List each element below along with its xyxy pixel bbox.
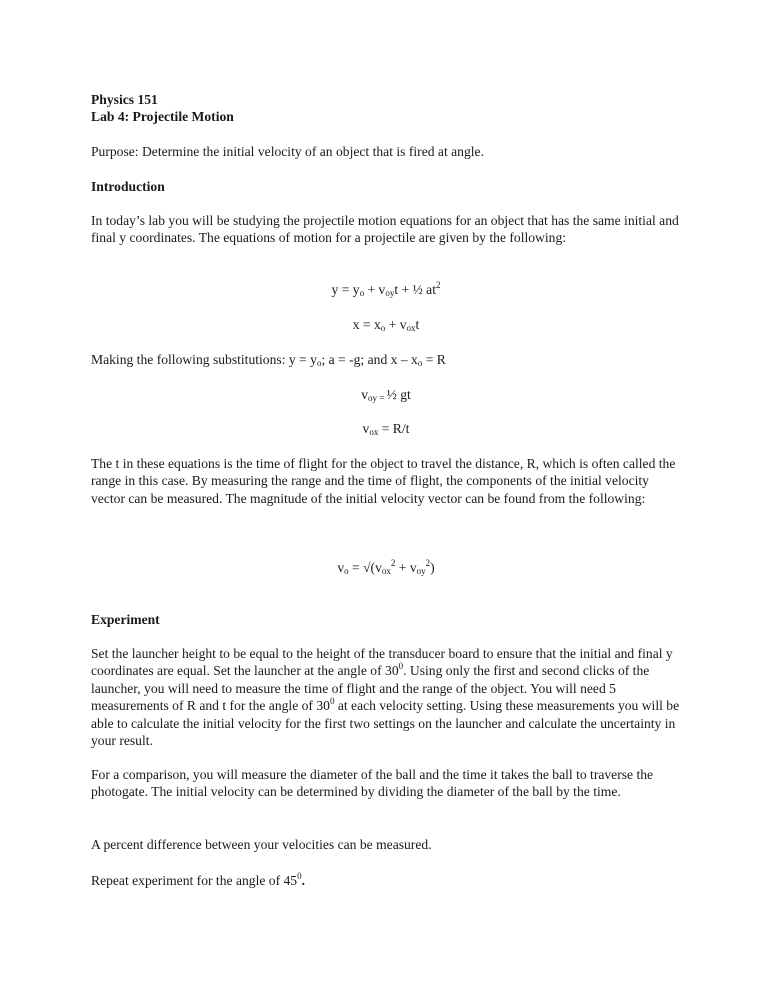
introduction-heading: Introduction (91, 179, 165, 194)
course-title: Physics 151 (91, 92, 158, 107)
equation-vo: $v_o = √(v_{ox}^2 + v_{oy}^2)$ (337, 558, 435, 576)
substitutions-text: Making the following substitutions: $y = y_o$; a = -g; and $x - x_o = R$ (91, 352, 446, 368)
experiment-paragraph-2: For a comparison, you will measure the diameter of the ball and the time it takes the ball to traverse the photogate. The initial velocity can be determined by dividing the diameter of the ball by the time. (91, 767, 654, 800)
equation-voy: $v_{oy =}$ ½ gt (361, 387, 411, 403)
experiment-paragraph-3: A percent difference between your velocities can be measured. (91, 837, 432, 852)
introduction-paragraph-2: The t in these equations is the time of flight for the object to travel the distance, R, which is often called the range in this case. By measuring the range and the time of flight, the components of the initial velocity vector can be measured. The magnitude of the initial velocity vector can be found from the following: (91, 456, 676, 506)
equation-y: $y = y_o + v_{oy}t$ + ½ $at^2$ (331, 280, 441, 298)
introduction-paragraph: In today’s lab you will be studying the projectile motion equations for an object that has the same initial and final y coordinates. The equations of motion for a projectile are given by the following: (91, 213, 679, 246)
experiment-paragraph-4: Repeat experiment for the angle of $45^0$. (91, 871, 305, 888)
lab-title: Lab 4: Projectile Motion (91, 109, 234, 124)
equation-vox: $v_{ox} = R/t$ (362, 421, 410, 437)
experiment-heading: Experiment (91, 612, 160, 627)
equation-x: $x = x_o + v_{ox}t$ (352, 317, 420, 333)
experiment-paragraph-1: Set the launcher height to be equal to the height of the transducer board to ensure that the initial and final y coordinates are equal. Set the launcher at the angle of $30^0$. Using only the first and second clicks of the launcher, you will need to measure the time of flight and the range of the object. You will need 5 measurements of R and t for the angle of $30^0$ at each velocity setting. Using these measurements you will be able to calculate the initial velocity for the first two settings on the launcher and calculate the uncertainty in your result. (91, 646, 680, 749)
purpose-text: Purpose: Determine the initial velocity of an object that is fired at angle. (91, 144, 484, 159)
